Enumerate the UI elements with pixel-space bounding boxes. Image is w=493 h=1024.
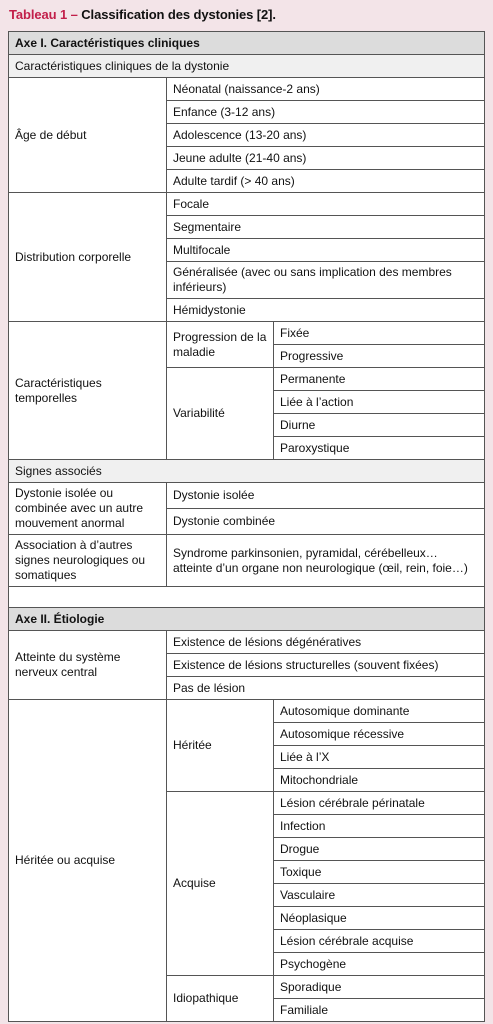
axis2-header-row xyxy=(9,608,485,631)
table-cell: Néonatal (naissance-2 ans) xyxy=(167,78,485,101)
age-label: Âge de début xyxy=(9,78,167,193)
table-cell: Jeune adulte (21-40 ans) xyxy=(167,147,485,170)
table-cell: Pas de lésion xyxy=(167,677,485,700)
table-cell: Autosomique récessive xyxy=(274,723,485,746)
acquired-label: Acquise xyxy=(167,792,274,976)
caption-title: Classification des dystonies [2]. xyxy=(81,7,276,22)
table-cell: Lésion cérébrale périnatale xyxy=(274,792,485,815)
table-cell: Hémidystonie xyxy=(167,299,485,322)
table-cell: Mitochondriale xyxy=(274,769,485,792)
distribution-label: Distribution corporelle xyxy=(9,193,167,322)
table-row xyxy=(9,193,485,216)
table-row xyxy=(9,483,485,509)
table-cell: Familiale xyxy=(274,999,485,1022)
table-cell: Vasculaire xyxy=(274,884,485,907)
table-cell: Segmentaire xyxy=(167,216,485,239)
table-cell: Adulte tardif (> 40 ans) xyxy=(167,170,485,193)
spacer-row xyxy=(9,587,485,608)
table-cell: Dystonie combinée xyxy=(167,509,485,535)
axis2-title: Axe II. Étiologie xyxy=(9,608,485,631)
clinical-subheader-row xyxy=(9,55,485,78)
heritable-label: Héritée ou acquise xyxy=(9,700,167,1022)
table-cell: Permanente xyxy=(274,368,485,391)
table-cell: Focale xyxy=(167,193,485,216)
table-row xyxy=(9,78,485,101)
table-cell: Fixée xyxy=(274,322,485,345)
table-cell: Toxique xyxy=(274,861,485,884)
caption-label: Tableau 1 – xyxy=(9,7,78,22)
table-caption xyxy=(9,7,276,22)
isolated-label: Dystonie isolée ou combinée avec un autre mouvement anormal xyxy=(9,483,167,535)
signs-subheader-row xyxy=(9,460,485,483)
table-cell: Multifocale xyxy=(167,239,485,262)
table-cell: Diurne xyxy=(274,414,485,437)
signs-subheader: Signes associés xyxy=(9,460,485,483)
table-cell: Progressive xyxy=(274,345,485,368)
table-cell: Paroxystique xyxy=(274,437,485,460)
idiopathic-label: Idiopathique xyxy=(167,976,274,1022)
temporal-label: Caractéristiques temporelles xyxy=(9,322,167,460)
table-cell: Adolescence (13-20 ans) xyxy=(167,124,485,147)
table-cell: Psychogène xyxy=(274,953,485,976)
progression-label: Progression de la maladie xyxy=(167,322,274,368)
cns-label: Atteinte du système nerveux central xyxy=(9,631,167,700)
table-cell: Lésion cérébrale acquise xyxy=(274,930,485,953)
table-cell: Existence de lésions dégénératives xyxy=(167,631,485,654)
table-cell: Néoplasique xyxy=(274,907,485,930)
table-row xyxy=(9,631,485,654)
table-cell: Infection xyxy=(274,815,485,838)
table-row xyxy=(9,322,485,345)
table-cell: Enfance (3-12 ans) xyxy=(167,101,485,124)
spacer-cell xyxy=(9,587,485,608)
axis1-title: Axe I. Caractéristiques cliniques xyxy=(9,32,485,55)
table-cell: Liée à l’X xyxy=(274,746,485,769)
axis1-header-row xyxy=(9,32,485,55)
inherited-label: Héritée xyxy=(167,700,274,792)
variability-label: Variabilité xyxy=(167,368,274,460)
table-cell: Existence de lésions structurelles (souvent fixées) xyxy=(167,654,485,677)
clinical-subheader: Caractéristiques cliniques de la dystonie xyxy=(9,55,485,78)
table-cell: Sporadique xyxy=(274,976,485,999)
dystonia-classification-table xyxy=(8,31,485,1022)
table-cell: Drogue xyxy=(274,838,485,861)
table-row xyxy=(9,535,485,587)
table-cell: Dystonie isolée xyxy=(167,483,485,509)
association-label: Association à d’autres signes neurologiques ou somatiques xyxy=(9,535,167,587)
table-cell: Autosomique dominante xyxy=(274,700,485,723)
association-value: Syndrome parkinsonien, pyramidal, cérébelleux… atteinte d’un organe non neurologique (œil, rein, foie…) xyxy=(167,535,485,587)
table-cell: Généralisée (avec ou sans implication des membres inférieurs) xyxy=(167,262,485,299)
table-cell: Liée à l’action xyxy=(274,391,485,414)
table-row xyxy=(9,700,485,723)
